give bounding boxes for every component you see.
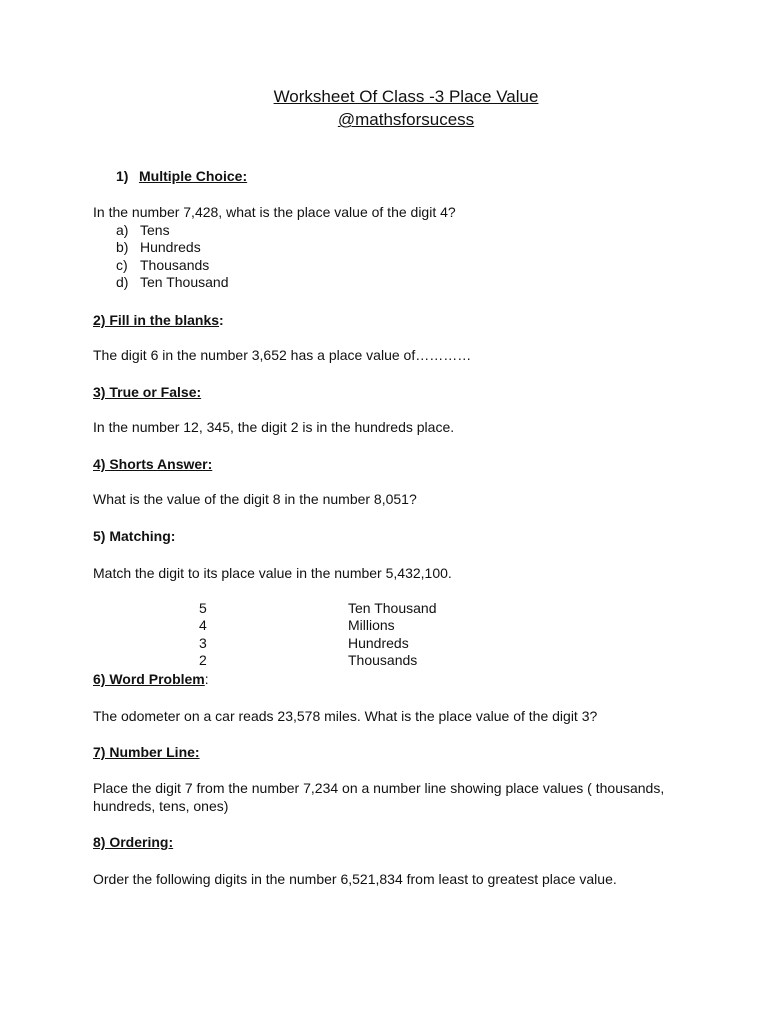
section-7-question-line-2: hundreds, tens, ones) (93, 798, 229, 814)
match-place-value: Thousands (348, 652, 418, 668)
option-c: c) Thousands (116, 257, 210, 273)
section-5-heading: 5) Matching: (93, 528, 176, 544)
section-2-heading: 2) Fill in the blanks: (93, 312, 224, 328)
section-6-heading: 6) Word Problem: (93, 671, 209, 687)
section-7-heading: 7) Number Line: (93, 744, 200, 760)
option-d: d) Ten Thousand (116, 274, 229, 290)
worksheet-subtitle: @mathsforsucess (337, 110, 475, 129)
section-1-number: 1) (116, 168, 129, 184)
option-b: b) Hundreds (116, 239, 201, 255)
match-place-value: Millions (348, 617, 395, 633)
section-2-question: The digit 6 in the number 3,652 has a place value of………… (93, 347, 472, 363)
match-digit: 4 (199, 617, 207, 633)
section-4-question: What is the value of the digit 8 in the number 8,051? (93, 491, 417, 507)
match-digit: 3 (199, 635, 207, 651)
section-6-question: The odometer on a car reads 23,578 miles. What is the place value of the digit 3? (93, 708, 598, 724)
match-place-value: Hundreds (348, 635, 409, 651)
section-1-title: Multiple Choice: (139, 168, 248, 184)
section-8-heading: 8) Ordering: (93, 834, 174, 850)
section-3-heading: 3) True or False: (93, 384, 202, 400)
section-5-question: Match the digit to its place value in the number 5,432,100. (93, 565, 452, 581)
worksheet-title: Worksheet Of Class -3 Place Value (273, 87, 539, 106)
section-4-heading: 4) Shorts Answer: (93, 456, 213, 472)
match-place-value: Ten Thousand (348, 600, 437, 616)
section-1-heading (116, 168, 247, 186)
match-digit: 2 (199, 652, 207, 668)
section-8-question: Order the following digits in the number 6,521,834 from least to greatest place value. (93, 871, 617, 887)
section-1-question: In the number 7,428, what is the place value of the digit 4? (93, 204, 456, 220)
option-a: a) Tens (116, 222, 170, 238)
section-7-question-line-1: Place the digit 7 from the number 7,234 on a number line showing place values ( thousands, (93, 780, 665, 796)
match-digit: 5 (199, 600, 207, 616)
section-3-question: In the number 12, 345, the digit 2 is in the hundreds place. (93, 419, 455, 435)
